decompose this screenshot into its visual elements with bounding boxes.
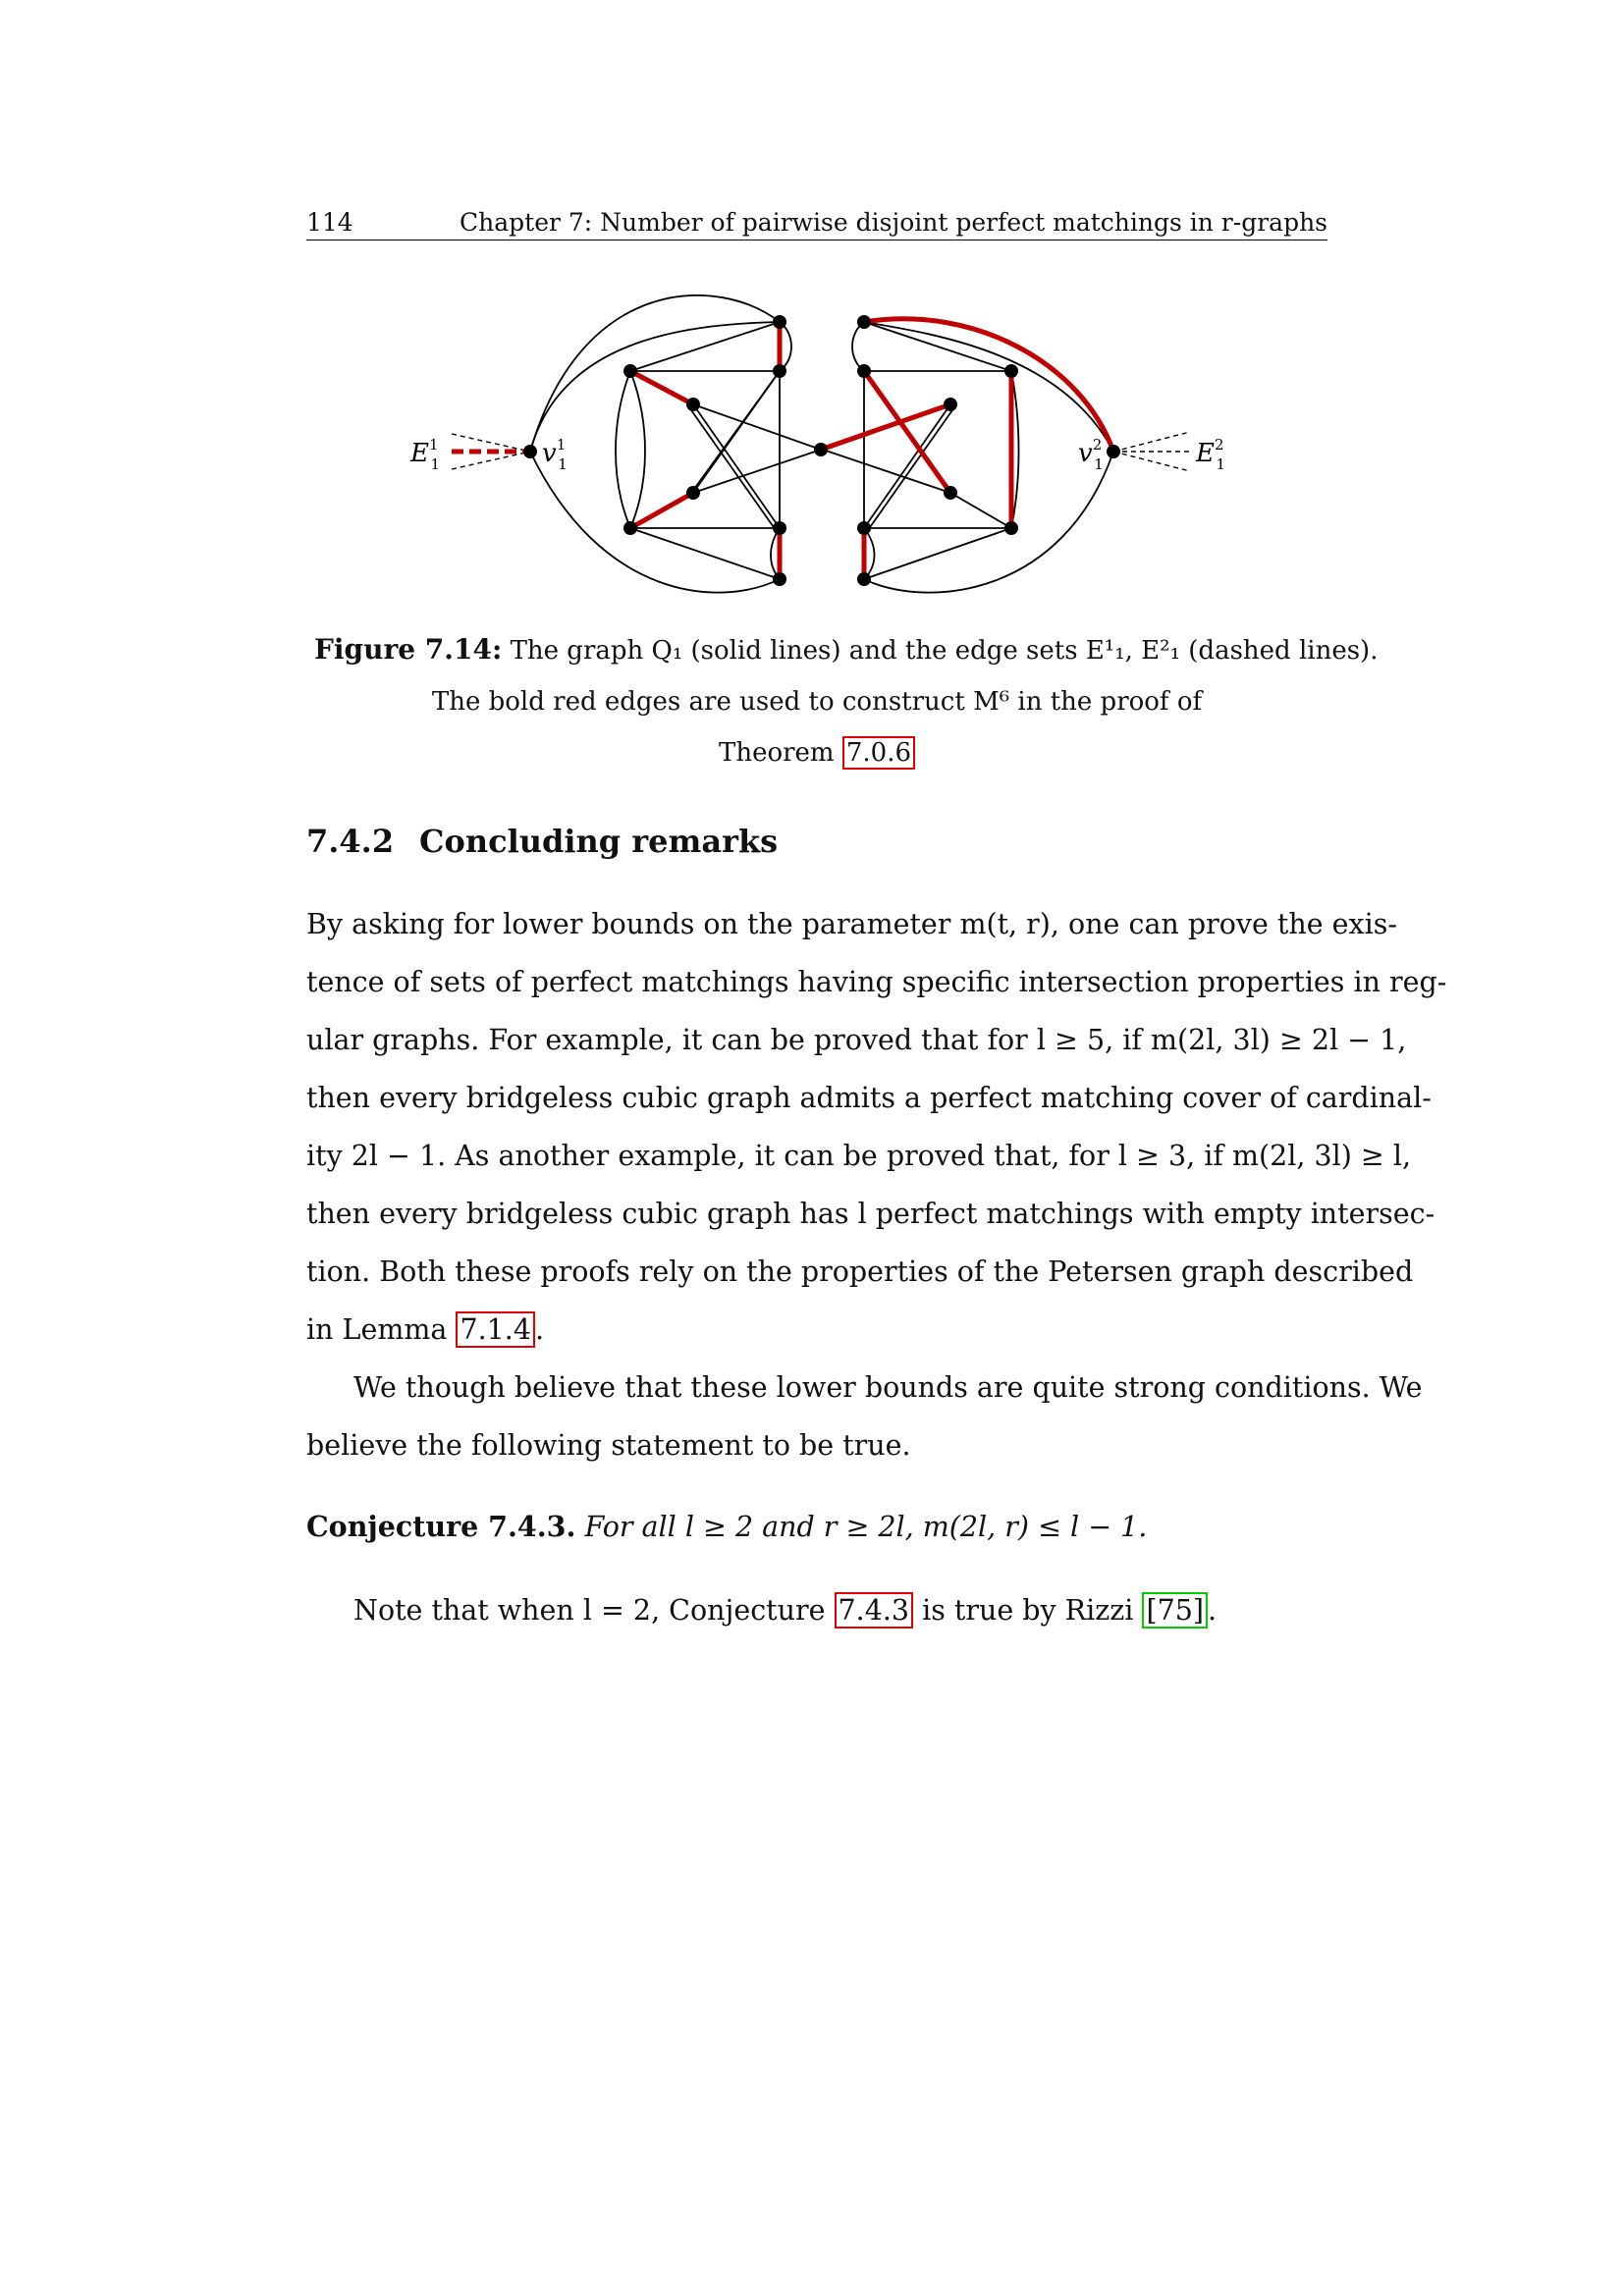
paragraph-line: tion. Both these proofs rely on the properties of the Petersen graph described [306,1255,1414,1288]
conjecture-ref-link[interactable]: 7.4.3 [835,1592,914,1629]
label-e-left: $E^1$ 1 [410,436,441,473]
theorem-ref-link[interactable]: 7.0.6 [842,736,915,770]
conjecture [306,1498,1327,1556]
lemma-ref-link[interactable]: 7.1.4 [456,1311,535,1348]
caption-line-1 [314,624,1379,676]
note-prefix: Note that when l = 2, Conjecture [353,1594,826,1627]
paragraph-line: ity 2l − 1. As another example, it can be proved that, for l ≥ 3, if m(2l, 3l) ≥ l, [306,1140,1412,1172]
caption-theorem-text: Theorem [718,738,835,768]
note-middle: is true by Rizzi [922,1594,1134,1627]
running-header [306,204,1327,240]
label-v-right: $v^2$ 1 [1078,436,1104,473]
label-v-left: $v^1$ 1 [542,436,568,473]
citation-link[interactable]: [75] [1142,1592,1208,1629]
section-title: Concluding remarks [419,823,779,860]
graph-q1-drawing [306,294,1327,609]
paragraph-line: We though believe that these lower bounds are quite strong conditions. We [353,1371,1423,1404]
paragraph-line: By asking for lower bounds on the parameter m(t, r), one can prove the exis- [306,908,1397,940]
note-paragraph [306,1581,1327,1639]
label-e-right: $E^2$ 1 [1196,436,1226,473]
conjecture-line [306,1498,1327,1556]
paragraph-line: tence of sets of perfect matchings having specific intersection properties in reg- [306,966,1447,998]
paragraph-line: believe the following statement to be true. [306,1429,911,1462]
conjecture-title: Conjecture 7.4.3. [306,1510,576,1543]
chapter-title: Chapter 7: Number of pairwise disjoint perfect matchings in r-graphs [460,208,1327,237]
caption-line-2: The bold red edges are used to construct M⁶ in the proof of [431,687,1203,717]
note-suffix: . [1207,1594,1218,1627]
lemma-text: in Lemma [306,1313,448,1346]
conjecture-statement: For all l ≥ 2 and r ≥ 2l, m(2l, r) ≤ l − 1. [584,1511,1148,1543]
caption-label: Figure 7.14: [314,633,503,666]
figure-7-14 [306,294,1327,609]
paragraph-line: ular graphs. For example, it can be proved that for l ≥ 5, if m(2l, 3l) ≥ 2l − 1, [306,1024,1407,1056]
paragraph-line: then every bridgeless cubic graph admits a perfect matching cover of cardinal- [306,1082,1432,1114]
section-heading [306,823,778,860]
lemma-period: . [534,1313,545,1346]
paragraph-line: then every bridgeless cubic graph has l perfect matchings with empty intersec- [306,1198,1435,1230]
paragraph-1 [306,895,1447,1359]
caption-line-3 [314,727,1320,778]
figure-caption [314,624,1379,778]
note-line [306,1581,1327,1639]
page-number: 114 [306,208,353,237]
citation-number: 75 [1157,1594,1193,1627]
paragraph-2 [306,1359,1423,1474]
paragraph-last-line [306,1301,1327,1359]
caption-text-1: The graph Q₁ (solid lines) and the edge sets E¹₁, E²₁ (dashed lines). [510,636,1379,666]
section-number: 7.4.2 [306,823,395,860]
